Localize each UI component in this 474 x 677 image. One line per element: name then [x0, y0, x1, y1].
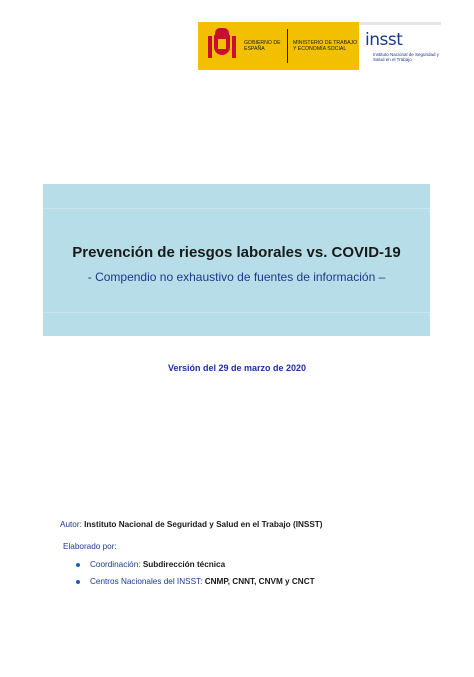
insst-full-name: Instituto Nacional de Seguridad y Salud en el Trabajo [373, 52, 440, 62]
document-subtitle: - Compendio no exhaustivo de fuentes de información – [87, 270, 386, 284]
list-item [76, 560, 315, 569]
contributor-label: Centros Nacionales del INSST: [90, 577, 203, 586]
coat-of-arms-icon [206, 27, 238, 65]
author-value: Instituto Nacional de Seguridad y Salud en el Trabajo (INSST) [84, 520, 323, 529]
logo-divider [287, 29, 288, 63]
author-line [60, 520, 323, 529]
insst-logo-text: insst [365, 30, 403, 50]
government-text: GOBIERNO DE ESPAÑA [244, 40, 281, 52]
contributor-value: CNMP, CNNT, CNVM y CNCT [204, 577, 315, 586]
document-title: Prevención de riesgos laborales vs. COVID-19 [72, 244, 401, 261]
author-label: Autor: [60, 520, 82, 529]
title-box [43, 184, 430, 336]
contributors-list [76, 560, 315, 594]
list-item [76, 577, 315, 586]
elaborado-label: Elaborado por: [63, 542, 117, 551]
government-logo [198, 22, 359, 70]
insst-logo [359, 22, 441, 73]
bullet-icon [76, 563, 80, 567]
header-logos [198, 22, 441, 70]
ministry-text: MINISTERIO DE TRABAJO Y ECONOMÍA SOCIAL [293, 40, 358, 52]
bullet-icon [76, 580, 80, 584]
version-date: Versión del 29 de marzo de 2020 [167, 363, 307, 373]
contributor-label: Coordinación: [90, 560, 141, 569]
contributor-value: Subdirección técnica [142, 560, 226, 569]
